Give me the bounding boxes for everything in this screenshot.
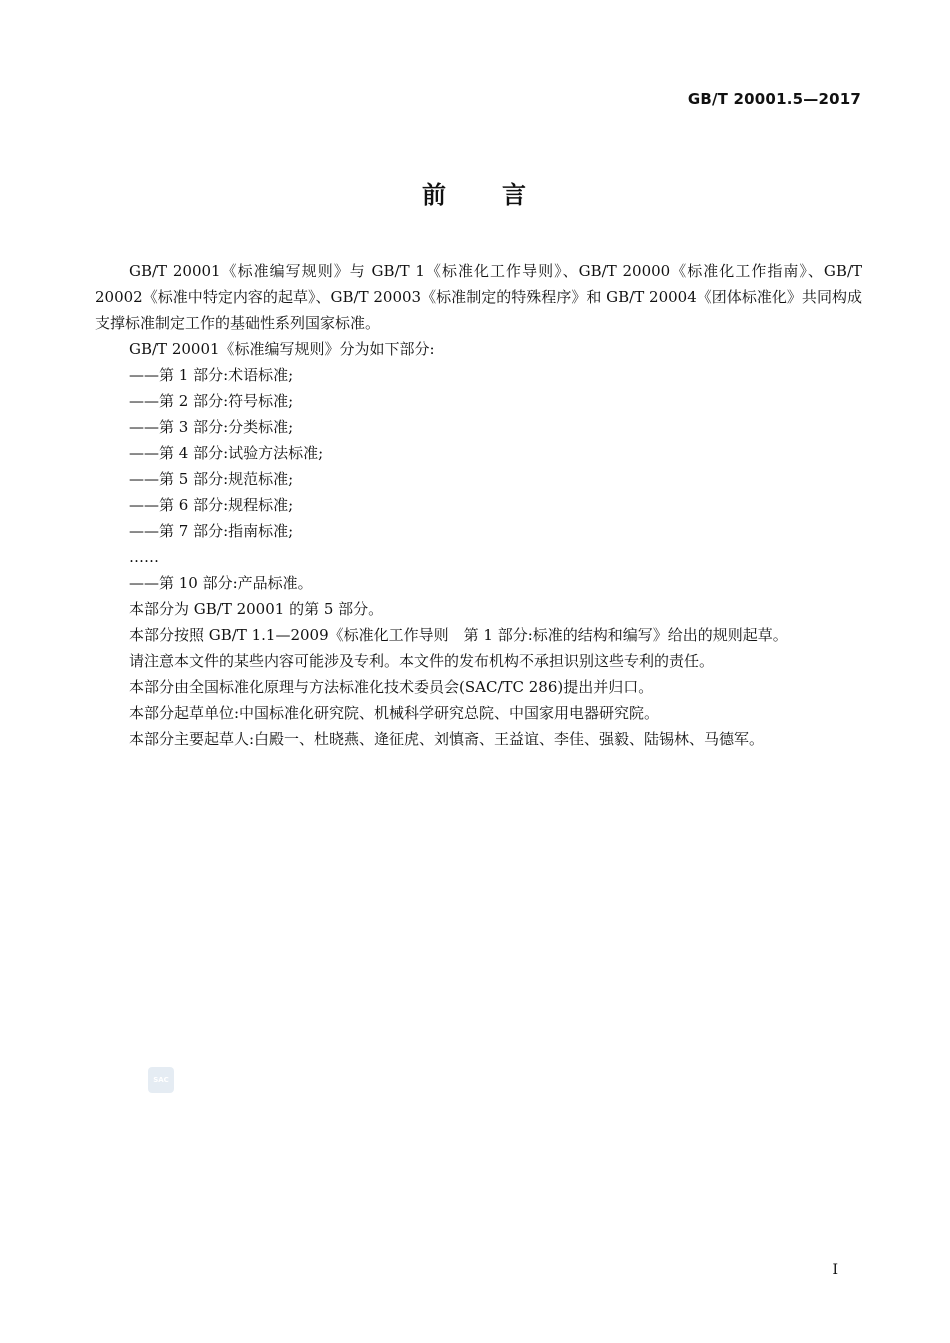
part-item: ——第 2 部分:符号标准; — [129, 392, 294, 410]
part-item: ——第 6 部分:规程标准; — [129, 496, 294, 514]
closing-line: 本部分为 GB/T 20001 的第 5 部分。 — [129, 600, 384, 618]
part-item: ——第 1 部分:术语标准; — [129, 366, 294, 384]
part-item: ——第 7 部分:指南标准; — [129, 522, 294, 540]
ellipsis: …… — [129, 548, 159, 566]
intro-paragraph: GB/T 20001《标准编写规则》与 GB/T 1《标准化工作导则》、GB/T 20000《标准化工作指南》、GB/T 20002《标准中特定内容的起草》、GB/T 20003《标准制定的特殊程序》和 GB/T 20004《团体标准化》共同构成支撑标准制定工作的基础性系列国家标准。 — [95, 262, 862, 332]
parts-intro: GB/T 20001《标准编写规则》分为如下部分: — [129, 340, 435, 358]
title-char-1: 前 — [422, 181, 448, 209]
page-number: I — [832, 1262, 838, 1278]
part-item: ——第 10 部分:产品标准。 — [129, 574, 313, 592]
closing-line: 请注意本文件的某些内容可能涉及专利。本文件的发布机构不承担识别这些专利的责任。 — [129, 652, 715, 670]
closing-line: 本部分按照 GB/T 1.1—2009《标准化工作导则 第 1 部分:标准的结构和编写》给出的规则起草。 — [129, 626, 788, 644]
part-item: ——第 3 部分:分类标准; — [129, 418, 294, 436]
watermark-text: SAC — [153, 1076, 169, 1084]
part-item: ——第 4 部分:试验方法标准; — [129, 444, 324, 462]
closing-line: 本部分起草单位:中国标准化研究院、机械科学研究总院、中国家用电器研究院。 — [129, 704, 660, 722]
sac-logo-watermark — [148, 1067, 174, 1093]
standard-code: GB/T 20001.5—2017 — [687, 90, 861, 108]
closing-line: 本部分主要起草人:白殿一、杜晓燕、逄征虎、刘慎斋、王益谊、李佳、强毅、陆锡林、马德军。 — [129, 730, 765, 748]
closing-line: 本部分由全国标准化原理与方法标准化技术委员会(SAC/TC 286)提出并归口。 — [129, 678, 654, 696]
title-char-2: 言 — [502, 181, 528, 209]
page-title — [0, 175, 950, 210]
foreword-body — [95, 258, 862, 752]
part-item: ——第 5 部分:规范标准; — [129, 470, 294, 488]
